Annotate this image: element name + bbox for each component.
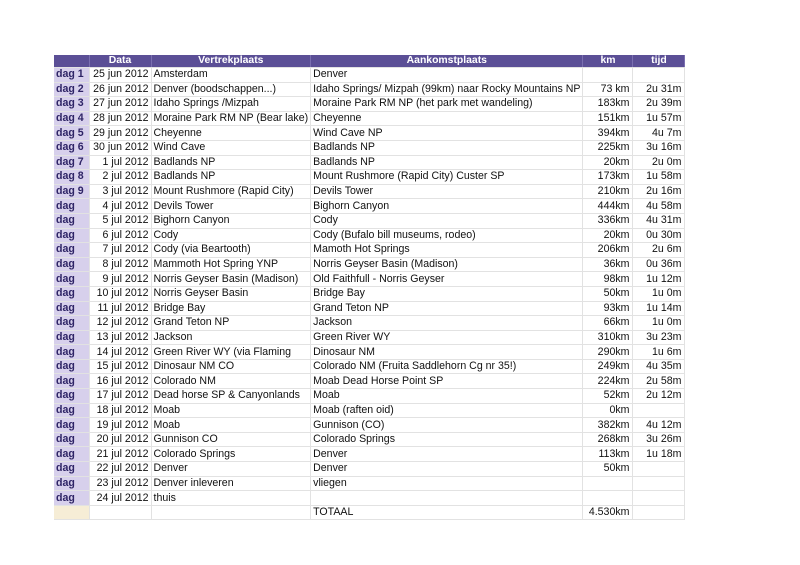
date-cell[interactable]: 4 jul 2012 [89, 199, 151, 214]
table-row [54, 97, 685, 112]
date-cell[interactable]: 9 jul 2012 [89, 272, 151, 287]
to-cell[interactable]: Denver [311, 462, 583, 477]
km-cell[interactable]: 210km [583, 184, 633, 199]
table-row [54, 140, 685, 155]
km-cell[interactable]: 0km [583, 403, 633, 418]
time-cell[interactable]: 0u 30m [633, 228, 685, 243]
header-row [54, 55, 685, 68]
date-cell[interactable]: 15 jul 2012 [89, 359, 151, 374]
table-row [54, 228, 685, 243]
time-cell[interactable]: 4u 31m [633, 213, 685, 228]
time-cell[interactable]: 1u 0m [633, 286, 685, 301]
to-cell[interactable]: Moab [311, 389, 583, 404]
time-cell[interactable]: 3u 26m [633, 432, 685, 447]
date-cell[interactable]: 29 jun 2012 [89, 126, 151, 141]
date-cell[interactable]: 12 jul 2012 [89, 316, 151, 331]
day-cell[interactable]: dag [54, 359, 89, 374]
from-cell[interactable]: thuis [151, 491, 311, 506]
from-cell[interactable]: Cody [151, 228, 311, 243]
to-cell[interactable]: Colorado NM (Fruita Saddlehorn Cg nr 35!) [311, 359, 583, 374]
total-day-cell[interactable] [54, 505, 89, 520]
to-cell[interactable]: Cody [311, 213, 583, 228]
table-row [54, 389, 685, 404]
from-cell[interactable]: Idaho Springs /Mizpah [151, 97, 311, 112]
table-row [54, 491, 685, 506]
date-cell[interactable]: 7 jul 2012 [89, 243, 151, 258]
time-cell[interactable] [633, 476, 685, 491]
km-cell[interactable]: 73 km [583, 82, 633, 97]
time-cell[interactable]: 2u 31m [633, 82, 685, 97]
from-cell[interactable]: Badlands NP [151, 170, 311, 185]
table-row [54, 170, 685, 185]
table-row [54, 345, 685, 360]
day-cell[interactable]: dag [54, 374, 89, 389]
date-cell[interactable]: 8 jul 2012 [89, 257, 151, 272]
km-cell[interactable] [583, 68, 633, 83]
table-row [54, 374, 685, 389]
date-cell[interactable]: 2 jul 2012 [89, 170, 151, 185]
table-row [54, 243, 685, 258]
from-cell[interactable]: Norris Geyser Basin (Madison) [151, 272, 311, 287]
itinerary-table [54, 55, 685, 520]
km-cell[interactable]: 50km [583, 462, 633, 477]
date-cell[interactable]: 13 jul 2012 [89, 330, 151, 345]
time-cell[interactable]: 2u 6m [633, 243, 685, 258]
from-cell[interactable]: Dead horse SP & Canyonlands [151, 389, 311, 404]
header-from: Vertrekplaats [151, 55, 311, 68]
time-cell[interactable]: 1u 6m [633, 345, 685, 360]
km-cell[interactable]: 336km [583, 213, 633, 228]
time-cell[interactable]: 1u 14m [633, 301, 685, 316]
total-row [54, 505, 685, 520]
to-cell[interactable]: Grand Teton NP [311, 301, 583, 316]
header-day [54, 55, 89, 68]
from-cell[interactable]: Devils Tower [151, 199, 311, 214]
total-time-cell[interactable] [633, 505, 685, 520]
from-cell[interactable]: Colorado Springs [151, 447, 311, 462]
to-cell[interactable]: Bighorn Canyon [311, 199, 583, 214]
time-cell[interactable]: 1u 0m [633, 316, 685, 331]
table-row [54, 432, 685, 447]
to-cell[interactable]: Norris Geyser Basin (Madison) [311, 257, 583, 272]
from-cell[interactable]: Amsterdam [151, 68, 311, 83]
date-cell[interactable]: 24 jul 2012 [89, 491, 151, 506]
km-cell[interactable]: 173km [583, 170, 633, 185]
to-cell[interactable]: Green River WY [311, 330, 583, 345]
day-cell[interactable]: dag [54, 301, 89, 316]
total-from-cell[interactable] [151, 505, 311, 520]
table-row [54, 155, 685, 170]
day-cell[interactable]: dag [54, 286, 89, 301]
km-cell[interactable]: 20km [583, 228, 633, 243]
from-cell[interactable]: Moab [151, 403, 311, 418]
from-cell[interactable]: Gunnison CO [151, 432, 311, 447]
time-cell[interactable]: 2u 39m [633, 97, 685, 112]
to-cell[interactable]: Idaho Springs/ Mizpah (99km) naar Rocky Mountains NP [311, 82, 583, 97]
from-cell[interactable]: Colorado NM [151, 374, 311, 389]
table-row [54, 330, 685, 345]
table-row [54, 111, 685, 126]
km-cell[interactable]: 50km [583, 286, 633, 301]
date-cell[interactable]: 30 jun 2012 [89, 140, 151, 155]
time-cell[interactable]: 1u 58m [633, 170, 685, 185]
date-cell[interactable]: 22 jul 2012 [89, 462, 151, 477]
from-cell[interactable]: Mount Rushmore (Rapid City) [151, 184, 311, 199]
day-cell[interactable]: dag 1 [54, 68, 89, 83]
km-cell[interactable]: 183km [583, 97, 633, 112]
day-cell[interactable]: dag [54, 228, 89, 243]
date-cell[interactable]: 20 jul 2012 [89, 432, 151, 447]
day-cell[interactable]: dag [54, 432, 89, 447]
header-km: km [583, 55, 633, 68]
to-cell[interactable]: Mamoth Hot Springs [311, 243, 583, 258]
to-cell[interactable]: Gunnison (CO) [311, 418, 583, 433]
table-row [54, 476, 685, 491]
day-cell[interactable]: dag [54, 491, 89, 506]
table-row [54, 462, 685, 477]
day-cell[interactable]: dag [54, 199, 89, 214]
time-cell[interactable] [633, 491, 685, 506]
time-cell[interactable]: 2u 12m [633, 389, 685, 404]
to-cell[interactable]: Moab (raften oid) [311, 403, 583, 418]
time-cell[interactable]: 4u 7m [633, 126, 685, 141]
km-cell[interactable]: 151km [583, 111, 633, 126]
day-cell[interactable]: dag [54, 330, 89, 345]
time-cell[interactable]: 4u 12m [633, 418, 685, 433]
from-cell[interactable]: Grand Teton NP [151, 316, 311, 331]
to-cell[interactable]: Cody (Bufalo bill museums, rodeo) [311, 228, 583, 243]
time-cell[interactable]: 2u 58m [633, 374, 685, 389]
from-cell[interactable]: Norris Geyser Basin [151, 286, 311, 301]
to-cell[interactable]: Cheyenne [311, 111, 583, 126]
table-row [54, 68, 685, 83]
date-cell[interactable]: 10 jul 2012 [89, 286, 151, 301]
time-cell[interactable]: 2u 16m [633, 184, 685, 199]
from-cell[interactable]: Bighorn Canyon [151, 213, 311, 228]
km-cell[interactable]: 225km [583, 140, 633, 155]
header-to: Aankomstplaats [311, 55, 583, 68]
from-cell[interactable]: Badlands NP [151, 155, 311, 170]
from-cell[interactable]: Jackson [151, 330, 311, 345]
day-cell[interactable]: dag 4 [54, 111, 89, 126]
km-cell[interactable]: 268km [583, 432, 633, 447]
km-cell[interactable]: 36km [583, 257, 633, 272]
km-cell[interactable]: 444km [583, 199, 633, 214]
km-cell[interactable]: 113km [583, 447, 633, 462]
km-cell[interactable]: 290km [583, 345, 633, 360]
table-row [54, 403, 685, 418]
to-cell[interactable]: Devils Tower [311, 184, 583, 199]
time-cell[interactable]: 4u 35m [633, 359, 685, 374]
to-cell[interactable]: Old Faithfull - Norris Geyser [311, 272, 583, 287]
date-cell[interactable]: 19 jul 2012 [89, 418, 151, 433]
date-cell[interactable]: 25 jun 2012 [89, 68, 151, 83]
date-cell[interactable]: 14 jul 2012 [89, 345, 151, 360]
to-cell[interactable]: Colorado Springs [311, 432, 583, 447]
time-cell[interactable] [633, 462, 685, 477]
total-km[interactable]: 4.530km [583, 505, 633, 520]
km-cell[interactable]: 20km [583, 155, 633, 170]
date-cell[interactable]: 6 jul 2012 [89, 228, 151, 243]
time-cell[interactable]: 4u 58m [633, 199, 685, 214]
day-cell[interactable]: dag 6 [54, 140, 89, 155]
from-cell[interactable]: Dinosaur NM CO [151, 359, 311, 374]
time-cell[interactable]: 3u 16m [633, 140, 685, 155]
date-cell[interactable]: 3 jul 2012 [89, 184, 151, 199]
day-cell[interactable]: dag [54, 345, 89, 360]
km-cell[interactable]: 206km [583, 243, 633, 258]
time-cell[interactable]: 1u 12m [633, 272, 685, 287]
to-cell[interactable]: Bridge Bay [311, 286, 583, 301]
day-cell[interactable]: dag 8 [54, 170, 89, 185]
day-cell[interactable]: dag [54, 389, 89, 404]
day-cell[interactable]: dag 5 [54, 126, 89, 141]
from-cell[interactable]: Wind Cave [151, 140, 311, 155]
day-cell[interactable]: dag [54, 476, 89, 491]
km-cell[interactable]: 394km [583, 126, 633, 141]
date-cell[interactable]: 26 jun 2012 [89, 82, 151, 97]
km-cell[interactable]: 224km [583, 374, 633, 389]
date-cell[interactable]: 28 jun 2012 [89, 111, 151, 126]
to-cell[interactable]: Wind Cave NP [311, 126, 583, 141]
time-cell[interactable] [633, 68, 685, 83]
table-row [54, 447, 685, 462]
time-cell[interactable]: 0u 36m [633, 257, 685, 272]
total-date-cell[interactable] [89, 505, 151, 520]
to-cell[interactable]: Badlands NP [311, 155, 583, 170]
table-row [54, 359, 685, 374]
from-cell[interactable]: Denver inleveren [151, 476, 311, 491]
to-cell[interactable]: Moraine Park RM NP (het park met wandeling) [311, 97, 583, 112]
time-cell[interactable] [633, 403, 685, 418]
to-cell[interactable]: Moab Dead Horse Point SP [311, 374, 583, 389]
table-row [54, 272, 685, 287]
day-cell[interactable]: dag [54, 257, 89, 272]
table-row [54, 82, 685, 97]
date-cell[interactable]: 21 jul 2012 [89, 447, 151, 462]
from-cell[interactable]: Cheyenne [151, 126, 311, 141]
time-cell[interactable]: 2u 0m [633, 155, 685, 170]
day-cell[interactable]: dag 7 [54, 155, 89, 170]
km-cell[interactable] [583, 491, 633, 506]
date-cell[interactable]: 27 jun 2012 [89, 97, 151, 112]
day-cell[interactable]: dag [54, 462, 89, 477]
date-cell[interactable]: 16 jul 2012 [89, 374, 151, 389]
from-cell[interactable]: Green River WY (via Flaming [151, 345, 311, 360]
day-cell[interactable]: dag 3 [54, 97, 89, 112]
time-cell[interactable]: 3u 23m [633, 330, 685, 345]
from-cell[interactable]: Mammoth Hot Spring YNP [151, 257, 311, 272]
table-row [54, 184, 685, 199]
to-cell[interactable]: Dinosaur NM [311, 345, 583, 360]
day-cell[interactable]: dag [54, 243, 89, 258]
from-cell[interactable]: Denver (boodschappen...) [151, 82, 311, 97]
date-cell[interactable]: 1 jul 2012 [89, 155, 151, 170]
date-cell[interactable]: 5 jul 2012 [89, 213, 151, 228]
date-cell[interactable]: 18 jul 2012 [89, 403, 151, 418]
day-cell[interactable]: dag 9 [54, 184, 89, 199]
to-cell[interactable]: Jackson [311, 316, 583, 331]
to-cell[interactable]: Denver [311, 68, 583, 83]
time-cell[interactable]: 1u 57m [633, 111, 685, 126]
table-row [54, 213, 685, 228]
from-cell[interactable]: Moab [151, 418, 311, 433]
table-row [54, 126, 685, 141]
day-cell[interactable]: dag [54, 418, 89, 433]
day-cell[interactable]: dag 2 [54, 82, 89, 97]
table-row [54, 418, 685, 433]
km-cell[interactable]: 52km [583, 389, 633, 404]
date-cell[interactable]: 17 jul 2012 [89, 389, 151, 404]
from-cell[interactable]: Denver [151, 462, 311, 477]
total-label[interactable]: TOTAAL [311, 505, 583, 520]
km-cell[interactable]: 98km [583, 272, 633, 287]
table-row [54, 301, 685, 316]
day-cell[interactable]: dag [54, 316, 89, 331]
time-cell[interactable]: 1u 18m [633, 447, 685, 462]
table-row [54, 199, 685, 214]
date-cell[interactable]: 23 jul 2012 [89, 476, 151, 491]
day-cell[interactable]: dag [54, 403, 89, 418]
table-row [54, 286, 685, 301]
day-cell[interactable]: dag [54, 272, 89, 287]
header-date: Data [89, 55, 151, 68]
km-cell[interactable]: 249km [583, 359, 633, 374]
km-cell[interactable] [583, 476, 633, 491]
to-cell[interactable]: Mount Rushmore (Rapid City) Custer SP [311, 170, 583, 185]
from-cell[interactable]: Cody (via Beartooth) [151, 243, 311, 258]
to-cell[interactable]: Denver [311, 447, 583, 462]
day-cell[interactable]: dag [54, 447, 89, 462]
from-cell[interactable]: Bridge Bay [151, 301, 311, 316]
km-cell[interactable]: 382km [583, 418, 633, 433]
to-cell[interactable] [311, 491, 583, 506]
from-cell[interactable]: Moraine Park RM NP (Bear lake) [151, 111, 311, 126]
table-row [54, 316, 685, 331]
to-cell[interactable]: vliegen [311, 476, 583, 491]
table-row [54, 257, 685, 272]
km-cell[interactable]: 93km [583, 301, 633, 316]
header-time: tijd [633, 55, 685, 68]
date-cell[interactable]: 11 jul 2012 [89, 301, 151, 316]
day-cell[interactable]: dag [54, 213, 89, 228]
km-cell[interactable]: 66km [583, 316, 633, 331]
to-cell[interactable]: Badlands NP [311, 140, 583, 155]
km-cell[interactable]: 310km [583, 330, 633, 345]
